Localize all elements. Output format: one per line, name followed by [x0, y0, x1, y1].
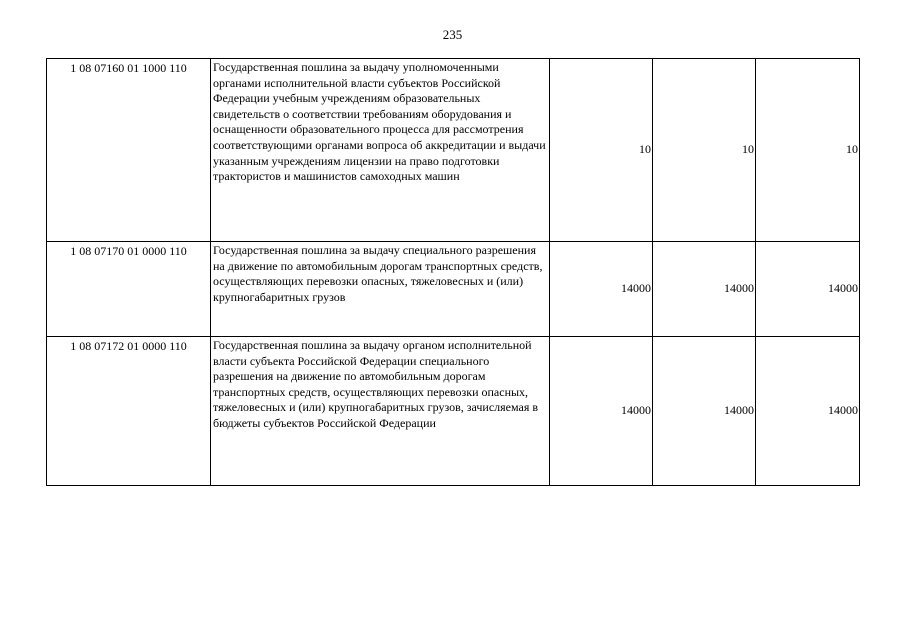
amount-year-2: 14000: [653, 337, 756, 486]
amount-year-3: 10: [756, 59, 860, 242]
amount-year-3: 14000: [756, 242, 860, 337]
table-row: [47, 242, 860, 337]
amount-year-1: 14000: [550, 242, 653, 337]
amount-year-3: 14000: [756, 337, 860, 486]
budget-classification-code: 1 08 07160 01 1000 110: [47, 59, 211, 242]
amount-year-1: 10: [550, 59, 653, 242]
table-row: [47, 59, 860, 242]
budget-classification-code: 1 08 07170 01 0000 110: [47, 242, 211, 337]
fee-table: [46, 58, 860, 486]
fee-description: Государственная пошлина за выдачу специального разрешения на движение по автомобильным дорогам транспортных средств, осуществляющих перевозки опасных, тяжеловесных и (или) крупногабаритных грузов: [211, 242, 550, 337]
fee-description: Государственная пошлина за выдачу уполномоченными органами исполнительной власти субъектов Российской Федерации учебным учреждениям образовательных свидетельств о соответствии требованиям оборудования и оснащенности образовательного процесса для рассмотрения соответствующими органами вопроса об аккредитации и выдачи указанным учреждениям лицензии на право подготовки трактористов и машинистов самоходных машин: [211, 59, 550, 242]
amount-year-1: 14000: [550, 337, 653, 486]
fee-description: Государственная пошлина за выдачу органом исполнительной власти субъекта Российской Федерации специального разрешения на движение по автомобильным дорогам транспортных средств, осуществляющих перевозки опасных, тяжеловесных и (или) крупногабаритных грузов, зачисляемая в бюджеты субъектов Российской Федерации: [211, 337, 550, 486]
amount-year-2: 10: [653, 59, 756, 242]
table-row: [47, 337, 860, 486]
page-number: 235: [442, 27, 463, 42]
budget-classification-code: 1 08 07172 01 0000 110: [47, 337, 211, 486]
amount-year-2: 14000: [653, 242, 756, 337]
